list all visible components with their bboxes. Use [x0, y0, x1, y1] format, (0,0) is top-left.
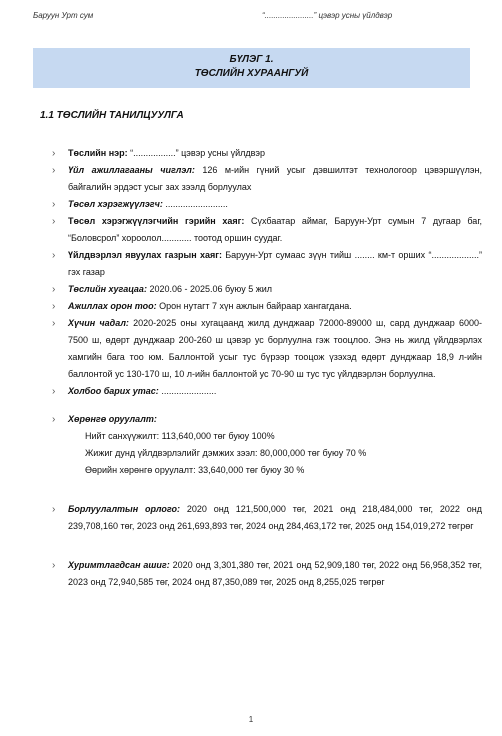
header-left: Баруун Урт сум: [33, 11, 94, 20]
investment-loan: Жижиг дунд үйлдвэрлэлийг дэмжих зээл: 80,000,000 төг буюу 70 %: [85, 448, 367, 458]
chevron-right-icon: ›: [52, 216, 56, 227]
list-item-name: › Төслийн нэр: “.................” цэвэр усны үйлдвэр: [52, 145, 482, 162]
list-item-capacity: › Хүчин чадал: 2020-2025 оны хугацаанд жилд дунджаар 72000-89000 ш, сард дунджаар 6000-7500 ш, өдөрт дунджаар 200-260 ш цэвэр ус борлуулна гэж тооцлоо. Энэ нь жилд үйлдвэрлэх хамгийн бага тоо юм. Баллонтой усыг тус бүрээр тооцож үзэхэд өдөрт дунджаар 18,9 л-ийн баллонтой ус 130-170 ш, 10 л-ийн баллонтой ус 70-90 ш тус тус үйлдвэрлэн борлуулна.: [52, 315, 482, 383]
list-item-investment: › Хөрөнгө оруулалт:: [52, 411, 482, 428]
list-item-address: › Төсөл хэрэгжүүлэгчийн гэрийн хаяг: Сүхбаатар аймаг, Баруун-Урт сумын 7 дугаар баг, “Боловсрол” хороолол............ тоотод оршин суудаг.: [52, 213, 482, 247]
page-number: 1: [248, 715, 254, 724]
header-right: “......................” цэвэр усны үйлдвэр: [262, 11, 393, 20]
chevron-right-icon: ›: [52, 148, 56, 159]
list-item-jobs: › Ажиллах орон тоо: Орон нутагт 7 хүн ажлын байраар хангагдана.: [52, 298, 482, 315]
chevron-right-icon: ›: [52, 504, 56, 515]
list-item-phone: › Холбоо барих утас: ......................: [52, 383, 482, 400]
chevron-right-icon: ›: [52, 250, 56, 261]
list-item-direction: › Үйл ажиллагааны чиглэл: 126 м-ийн гүний усыг дэвшилтэт технологоор цэвэршүүлэн, байгалийн эрдэст усыг зах зээлд борлуулах: [52, 162, 482, 196]
chapter-title: ТӨСЛИЙН ХУРААНГУЙ: [194, 68, 309, 79]
chevron-right-icon: ›: [52, 414, 56, 425]
chevron-right-icon: ›: [52, 165, 56, 176]
summary-list: [52, 145, 482, 591]
chevron-right-icon: ›: [52, 301, 56, 312]
list-item-profit: › Хуримтлагдсан ашиг: 2020 онд 3,301,380 төг, 2021 онд 52,909,180 төг, 2022 онд 56,958,352 төг, 2023 онд 72,940,585 төг, 2024 онд 87,350,089 төг, 2025 онд 8,255,025 төгрөг: [52, 557, 482, 591]
investment-total: Нийт санхүүжилт: 113,640,000 төг буюу 100%: [85, 431, 275, 441]
spacer: [52, 400, 482, 411]
list-item-implementer: › Төсөл хэрэгжүүлэгч: .........................: [52, 196, 482, 213]
chevron-right-icon: ›: [52, 199, 56, 210]
spacer: [52, 535, 482, 557]
investment-own: Өөрийн хөрөнгө оруулалт: 33,640,000 төг буюу 30 %: [85, 465, 305, 475]
chevron-right-icon: ›: [52, 284, 56, 295]
spacer: [52, 479, 482, 501]
chapter-number: БҮЛЭГ 1.: [229, 54, 274, 65]
list-item-sales: › Борлуулалтын орлого: 2020 онд 121,500,000 төг, 2021 онд 218,484,000 төг, 2022 онд 239,708,160 төг, 2023 онд 261,693,893 төг, 2024 онд 284,463,172 төг, 2025 онд 154,019,272 төгрөг: [52, 501, 482, 535]
chapter-heading: [33, 48, 470, 88]
chevron-right-icon: ›: [52, 386, 56, 397]
list-item-duration: › Төслийн хугацаа: 2020.06 - 2025.06 буюу 5 жил: [52, 281, 482, 298]
chevron-right-icon: ›: [52, 560, 56, 571]
list-item-site: › Үйлдвэрлэл явуулах газрын хаяг: Баруун-Урт сумаас зүүн тийш ........ км-т орших “...................” гэх газар: [52, 247, 482, 281]
chevron-right-icon: ›: [52, 318, 56, 329]
section-title: 1.1 ТӨСЛИЙН ТАНИЛЦУУЛГА: [40, 110, 184, 121]
